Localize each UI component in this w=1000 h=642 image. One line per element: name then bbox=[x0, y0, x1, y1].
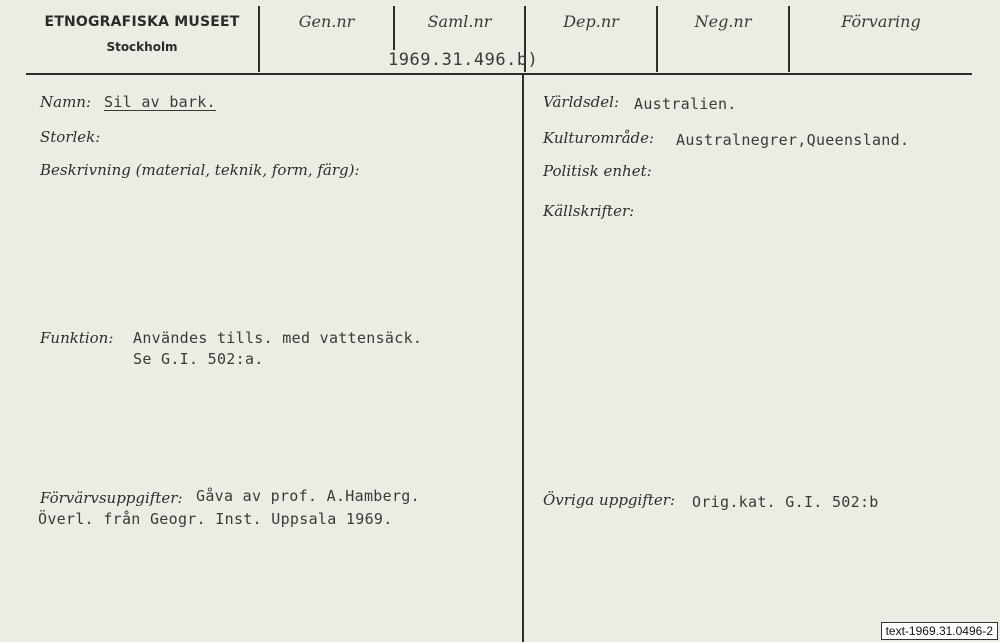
namn-value: Sil av bark. bbox=[104, 93, 216, 111]
funktion-label: Funktion: bbox=[40, 329, 114, 347]
kallskrifter-label: Källskrifter: bbox=[543, 202, 635, 220]
forvarv-line-2: Överl. från Geogr. Inst. Uppsala 1969. bbox=[38, 510, 393, 528]
forvarv-line-1: Gåva av prof. A.Hamberg. bbox=[196, 487, 420, 505]
column-dep-nr: Dep.nr bbox=[563, 12, 619, 31]
museum-city: Stockholm bbox=[106, 40, 178, 54]
storlek-label: Storlek: bbox=[40, 128, 101, 146]
funktion-line-1: Användes tills. med vattensäck. bbox=[133, 329, 423, 347]
funktion-line-2: Se G.I. 502:a. bbox=[133, 350, 264, 368]
varldsdel-label: Världsdel: bbox=[543, 93, 619, 111]
forvarv-label: Förvärvsuppgifter: bbox=[40, 489, 183, 507]
column-neg-nr: Neg.nr bbox=[694, 12, 752, 31]
column-gen-nr: Gen.nr bbox=[298, 12, 355, 31]
namn-label: Namn: bbox=[40, 93, 92, 111]
center-divider bbox=[522, 75, 524, 642]
image-id-tag: text-1969.31.0496-2 bbox=[881, 622, 998, 640]
varldsdel-value: Australien. bbox=[634, 95, 737, 113]
catalog-number: 1969.31.496.b) bbox=[388, 50, 539, 70]
museum-name: ETNOGRAFISKA MUSEET bbox=[44, 14, 240, 30]
ovriga-value: Orig.kat. G.I. 502:b bbox=[692, 493, 879, 511]
politisk-enhet-label: Politisk enhet: bbox=[543, 162, 652, 180]
column-saml-nr: Saml.nr bbox=[427, 12, 492, 31]
column-forvaring: Förvaring bbox=[841, 12, 921, 31]
beskrivning-label: Beskrivning (material, teknik, form, färg): bbox=[40, 161, 360, 179]
kulturomrade-label: Kulturområde: bbox=[543, 129, 655, 147]
kulturomrade-value: Australnegrer,Queensland. bbox=[676, 131, 910, 149]
ovriga-label: Övriga uppgifter: bbox=[543, 491, 675, 509]
header-rule bbox=[26, 73, 972, 75]
